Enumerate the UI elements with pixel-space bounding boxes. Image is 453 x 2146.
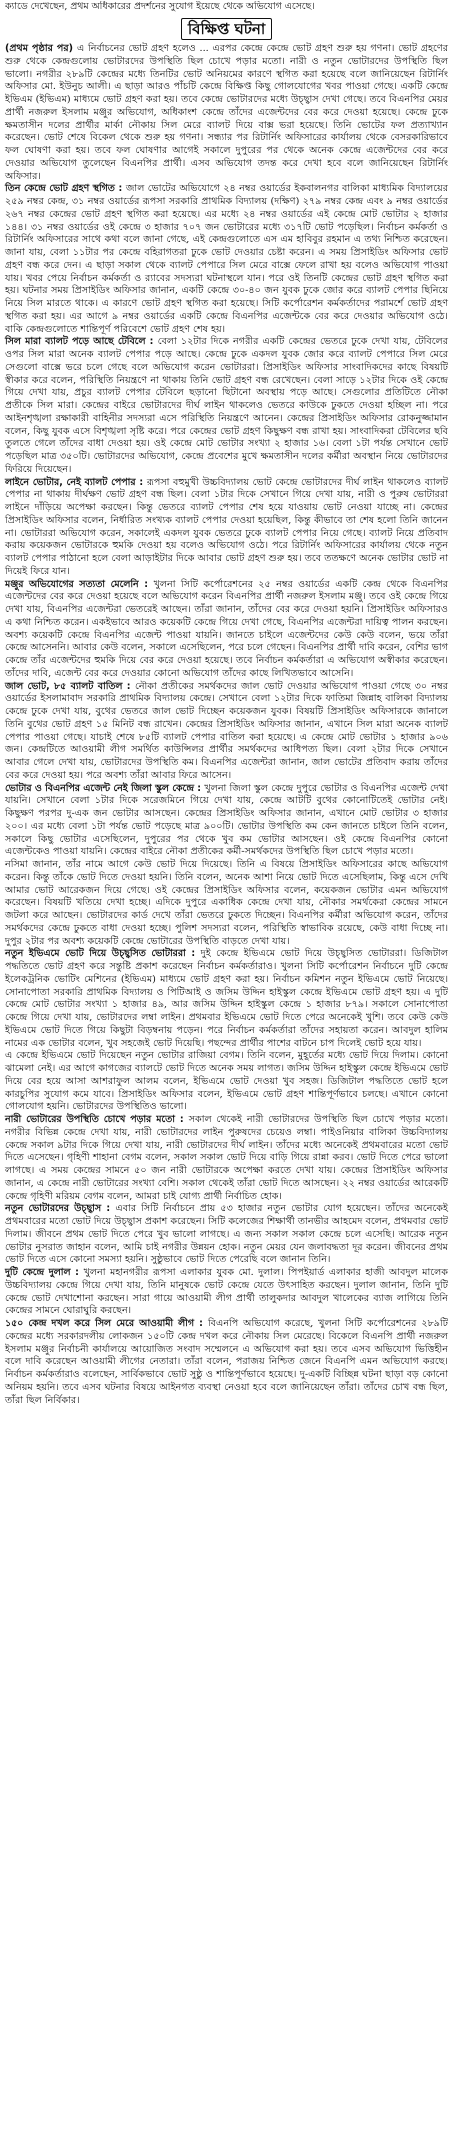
paragraph-text: এ নির্বাচনের ভোট গ্রহণ হলেও ... এরপর কেন্দ্রে কেন্দ্রে ভোট গ্রহণ শুরু হয় গণনা। ভোট গ্রহণের শুরু থেকে কেন্দ্রগুলোয় ভোটারদের উপস্থিতি ছিল চোখে পড়ার মতো। নারী ও নতুন ভোটারদের উপস্থিতি ছিল ভালো। নগরীর ২৮৯টি কেন্দ্রের মধ্যে তিনটির ভোট অনিয়মের কারণে স্থগিত করা হয়েছে বলে জানিয়েছেন রিটার্নিং অফিসার মো. ইউনুচ আলী। এ ছাড়া আরও পাঁচটি কেন্দ্রে বিক্ষিপ্ত কিছু গোলযোগের খবর পাওয়া গেছে। একটি কেন্দ্রে ইভিএম (ইভিএম) মাধ্যমে ভোট গ্রহণ করা হয়। তবে কেন্দ্রে ভোটারদের মধ্যে উচ্ছ্বাস দেখা গেছে। তবে বিএনপির মেয়র প্রার্থী নজরুল ইসলাম মঞ্জুর অভিযোগ, অধিকাংশ কেন্দ্রে তাঁদের এজেন্টদের বের করে দেওয়া হয়েছে। কেন্দ্রে ঢুকে ক্ষমতাসীন দলের প্রার্থীর মার্কা নৌকায় সিল মেরে ব্যালট দিয়ে বাক্স ভরা হয়েছে। তিনি ভোটের ফল প্রত্যাখ্যান করেছেন। ভোট শেষে বিকেল থেকে শুরু হয় গণনা। সন্ধ্যার পর রিটার্নিং অফিসারের কার্যালয় থেকে বেসরকারিভাবে ফল ঘোষণা করা হয়। তবে ফল ঘোষণার আগেই সকালে দুপুরের পর থেকে অনেক কেন্দ্রে এজেন্টদের বের করে দেওয়ার অভিযোগ তুলেছেন বিএনপির প্রার্থী। এসব অভিযোগ তদন্ত করে দেখা হবে বলে জানিয়েছেন রিটার্নিং অফিসার। bbox=[5, 43, 448, 182]
paragraph-subheading: নতুন ইভিএমে ভোট দিয়ে উচ্ছ্বসিত ভোটাররা : bbox=[5, 948, 201, 960]
previous-article-fragment: ক্যাডে দেখেছেন, প্রথম অধিকারের প্রদর্শনের সুযোগ ইয়েছে থেকে অভিযোগ এসেছে। bbox=[5, 1, 315, 12]
article-headline: বিক্ষিপ্ত ঘটনা bbox=[181, 18, 272, 40]
article-paragraph bbox=[5, 336, 448, 476]
paragraph-subheading: ভোটার ও বিএনপির এজেন্ট নেই জিলা স্কুল কেন্দ্রে : bbox=[5, 782, 205, 794]
paragraph-text: রূপসা বহুমুখী উচ্চবিদ্যালয় ভোট কেন্দ্রে ভোটারদের দীর্ঘ লাইন থাকলেও ব্যালট পেপার না থাকায় দীর্ঘক্ষণ ভোট গ্রহণ বন্ধ ছিল। বেলা ১টার দিকে সেখানে গিয়ে দেখা যায়, নারী ও পুরুষ ভোটাররা লাইনে দাঁড়িয়ে অপেক্ষা করছেন। কিন্তু ভেতরে ব্যালট পেপার শেষ হয়ে যাওয়ায় ভোট নেওয়া যাচ্ছে না। কেন্দ্রের প্রিসাইডিং অফিসার বলেন, নির্ধারিত সংখ্যক ব্যালট পেপার দেওয়া হয়েছিল, কিন্তু কীভাবে তা শেষ হলো তিনি জানেন না। ভোটাররা অভিযোগ করেন, সকালেই একদল যুবক ভেতরে ঢুকে ব্যালট পেপার নিয়ে গেছে। ব্যালট নিয়ে প্রতিবাদ করায় কয়েকজন ভোটারকে হুমকি দেওয়া হয় বলেও অভিযোগ ওঠে। পরে রিটার্নিং অফিসারের কার্যালয় থেকে নতুন ব্যালট পেপার পাঠানো হলে বেলা আড়াইটার দিকে আবার ভোট গ্রহণ শুরু হয়। তবে ততক্ষণে অনেক ভোটার ভোট না দিয়েই ফিরে যান। bbox=[5, 476, 448, 577]
article-paragraph bbox=[5, 579, 448, 681]
paragraph-text: সকাল থেকেই নারী ভোটারদের উপস্থিতি ছিল চোখে পড়ার মতো। নগরীর বিভিন্ন কেন্দ্রে দেখা যায়, নারী ভোটারদের লাইন পুরুষদের চেয়েও লম্বা। পাইওনিয়ার বালিকা উচ্চবিদ্যালয় কেন্দ্রে সকাল ৯টার দিকে গিয়ে দেখা যায়, নারী ভোটারদের দীর্ঘ লাইন। তাঁদের মধ্যে অনেকেই প্রথমবারের মতো ভোট দিতে এসেছেন। গৃহিণী শাহানা বেগম বলেন, সকাল সকাল ভোট দিয়ে বাড়ি গিয়ে রান্না করব। ভোট দিতে পেরে ভালো লাগছে। এ সময় কেন্দ্রের সামনে ৫০ জন নারী ভোটারকে অপেক্ষা করতে দেখা যায়। কেন্দ্রের প্রিসাইডিং অফিসার জানান, এ কেন্দ্রে নারী ভোটারের সংখ্যা বেশি। সকাল থেকেই তাঁরা ভোট দিতে আসছেন। ২২ নম্বর ওয়ার্ডের আরেকটি কেন্দ্রে গৃহিণী মরিয়ম বেগম বলেন, আমরা চাই যোগ্য প্রার্থী নির্বাচিত হোক। bbox=[5, 1114, 448, 1202]
paragraph-text: বেলা ১২টার দিকে নগরীর একটি কেন্দ্রের ভেতরে ঢুকে দেখা যায়, টেবিলের ওপর সিল মারা অনেক ব্যালট পেপার পড়ে আছে। কেন্দ্রে ঢুকে একদল যুবক জোর করে ব্যালট পেপারে সিল মেরে সেগুলো বাক্সে ভরে চলে গেছে বলে অভিযোগ করেন ভোটাররা। প্রিসাইডিং অফিসার সাংবাদিকদের কাছে বিষয়টি স্বীকার করে বলেন, পরিস্থিতি নিয়ন্ত্রণে না থাকায় তিনি ভোট গ্রহণ বন্ধ রেখেছেন। বেলা সাড়ে ১২টার দিকে ওই কেন্দ্রে গিয়ে দেখা যায়, প্রচুর ব্যালট পেপার টেবিলে ছড়ানো ছিটানো অবস্থায় পড়ে আছে। সেগুলোর প্রতিটিতে নৌকা প্রতীকে সিল মারা। কেন্দ্রের বাইরে ভোটারদের দীর্ঘ লাইন থাকলেও ভেতরে কাউকে ঢুকতে দেওয়া হচ্ছিল না। পরে আইনশৃঙ্খলা রক্ষাকারী বাহিনীর সদস্যরা এসে পরিস্থিতি নিয়ন্ত্রণে আনেন। কেন্দ্রের প্রিসাইডিং অফিসার রোকনুজ্জামান বলেন, কিছু যুবক এসে বিশৃঙ্খলা সৃষ্টি করে। পরে কেন্দ্রের ভোট গ্রহণ কিছুক্ষণ বন্ধ রাখা হয়। সাংবাদিকরা টেবিলের ছবি তুলতে গেলে তাঁদের বাধা দেওয়া হয়। ওই কেন্দ্রে মোট ভোটার সংখ্যা ২ হাজার ১৬। বেলা ১টা পর্যন্ত সেখানে ভোট পড়েছিল মাত্র ৩৫০টি। ভোটারদের অভিযোগ, কেন্দ্রে প্রবেশের মুখে ক্ষমতাসীন দলের কর্মীরা অবস্থান নিয়ে ভোটারদের ফিরিয়ে দিয়েছেন। bbox=[5, 336, 448, 475]
headline-container bbox=[5, 18, 448, 40]
paragraph-text: নসিমা জানান, তাঁর নামে আগে কেউ ভোট দিয়ে দিয়েছে। তিনি এ বিষয়ে প্রিসাইডিং অফিসারের কাছে অভিযোগ করেন। কিন্তু তাঁকে ভোট দিতে দেওয়া হয়নি। তিনি বলেন, অনেক আশা নিয়ে ভোট দিতে এসেছিলাম, কিন্তু এসে দেখি আমার ভোট আরেকজন দিয়ে গেছে। ওই কেন্দ্রের প্রিসাইডিং অফিসার বলেন, কয়েকজন ভোটার এমন অভিযোগ করেছেন। বিষয়টি খতিয়ে দেখা হচ্ছে। এদিকে দুপুরে একাধিক কেন্দ্রে দেখা যায়, নৌকার সমর্থকেরা কেন্দ্রের সামনে জটলা করে আছেন। ভোটারদের কার্ড দেখে তাঁরা ভেতরে ঢুকতে দিচ্ছেন। বিএনপির কর্মীরা অভিযোগ করেন, তাঁদের সমর্থকদের কেন্দ্রে ঢুকতে বাধা দেওয়া হচ্ছে। পুলিশ সদস্যরা বলেন, পরিস্থিতি স্বাভাবিক রয়েছে, কেউ বাধা দিচ্ছে না। দুপুর ২টার পর অবশ্য কয়েকটি কেন্দ্রে ভোটারের উপস্থিতি বাড়তে দেখা যায়। bbox=[5, 859, 448, 947]
paragraph-text: জাল ভোটের অভিযোগে ২৪ নম্বর ওয়ার্ডের ইকবালনগর বালিকা মাধ্যমিক বিদ্যালয়ের ২৫৯ নম্বর কেন্দ্র, ৩১ নম্বর ওয়ার্ডের রূপসা সরকারি প্রাথমিক বিদ্যালয় (দক্ষিণ) ২৭৯ নম্বর কেন্দ্র এবং ৯ নম্বর ওয়ার্ডের ২৬৭ নম্বর কেন্দ্রের ভোট গ্রহণ স্থগিত করা হয়েছে। এর মধ্যে ২৪ নম্বর ওয়ার্ডের এই কেন্দ্রে মোট ভোটার ২ হাজার ১৪৪। ৩১ নম্বর ওয়ার্ডের ওই কেন্দ্রে ৩ হাজার ৭০৭ জন ভোটারের মধ্যে ৩১৭টি ভোট পড়েছিল। নির্বাচন কর্মকর্তা ও রিটার্নিং অফিসারের সাথে কথা বলে জানা গেছে, এই কেন্দ্রগুলোতে এস এম হাবিবুর রহমান এ তথ্য নিশ্চিত করেছেন। জানা যায়, বেলা ১১টার পর কেন্দ্রে বহিরাগতরা ঢুকে ভোট দেওয়ার চেষ্টা করেন। এ সময় প্রিসাইডিং অফিসার ভোট গ্রহণ বন্ধ করে দেন। এ ছাড়া সকাল থেকে ব্যালট পেপারে সিল মেরে বাক্সে ফেলে রাখা হয় বলেও অভিযোগ পাওয়া যায়। খবর পেয়ে নির্বাচন কর্মকর্তা ও র‍্যাবের সদস্যরা ঘটনাস্থলে যান। পরে ওই তিনটি কেন্দ্রের ভোট গ্রহণ স্থগিত করা হয়। ঘটনার সময় প্রিসাইডিং অফিসার জানান, একটি কেন্দ্রে ৩০-৪০ জন যুবক ঢুকে জোর করে ব্যালট পেপার ছিনিয়ে নিয়ে সিল মারতে থাকে। এ কারণে ভোট গ্রহণ স্থগিত করা হয়েছে। সিটি কর্পোরেশন কর্মকর্তাদের পরামর্শে ভোট গ্রহণ স্থগিত করা হয়। এর আগে ৯ নম্বর ওয়ার্ডের একটি কেন্দ্রে বিএনপির এজেন্টকে বের করে দেওয়ার অভিযোগ ওঠে। বাকি কেন্দ্রগুলোতে শান্তিপূর্ণ পরিবেশে ভোট গ্রহণ শেষ হয়। bbox=[5, 183, 449, 335]
paragraph-text: খুলনা জিলা স্কুল কেন্দ্রে দুপুরে ভোটার ও বিএনপির এজেন্ট দেখা যায়নি। সেখানে বেলা ১টার দিকে সরেজমিনে গিয়ে দেখা যায়, কেন্দ্রে আটটি বুথের কোনোটিতেই ভোটার নেই। কিছুক্ষণ পরপর দু-এক জন ভোটার আসছেন। কেন্দ্রের প্রিসাইডিং অফিসার জানান, এখানে মোট ভোটার ৩ হাজার ২০০। এর মধ্যে বেলা ১টা পর্যন্ত ভোট পড়েছে মাত্র ৯০০টি। ভোটার উপস্থিতি কম কেন জানতে চাইলে তিনি বলেন, সকালে কিছু ভোটার এসেছিলেন, দুপুরের পর থেকে খুব কম ভোটার আসছেন। ওই কেন্দ্রে বিএনপির কোনো এজেন্টকেও পাওয়া যায়নি। কেন্দ্রের বাইরে নৌকা প্রতীকের কর্মী-সমর্থকদের উপস্থিতি ছিল চোখে পড়ার মতো। bbox=[5, 782, 448, 858]
paragraph-text: খুলনা সিটি কর্পোরেশনের ২৫ নম্বর ওয়ার্ডের একটি কেন্দ্র থেকে বিএনপির এজেন্টদের বের করে দেওয়া হয়েছে বলে অভিযোগ করেন বিএনপির প্রার্থী নজরুল ইসলাম মঞ্জু। তবে ওই কেন্দ্রে গিয়ে দেখা যায়, বিএনপির এজেন্টরা ভেতরেই আছেন। তাঁরা জানান, তাঁদের বের করে দেওয়া হয়নি। প্রিসাইডিং অফিসারও এ কথা নিশ্চিত করেন। একইভাবে আরও কয়েকটি কেন্দ্রে গিয়ে দেখা গেছে, বিএনপির এজেন্টরা দায়িত্ব পালন করছেন। অবশ্য কয়েকটি কেন্দ্রে বিএনপির এজেন্ট পাওয়া যায়নি। জানতে চাইলে এজেন্টদের কেউ কেউ বলেন, ভয়ে তাঁরা কেন্দ্রে আসেননি। আবার কেউ বলেন, সকালে এসেছিলেন, পরে চলে গেছেন। বিএনপির প্রার্থী দাবি করেন, বেশির ভাগ কেন্দ্রে তাঁর এজেন্টদের হুমকি দিয়ে বের করে দেওয়া হয়েছে। তবে নির্বাচন কর্মকর্তারা এ অভিযোগ অস্বীকার করেছেন। তাঁদের দাবি, এজেন্ট বের করে দেওয়ার কোনো অভিযোগ তাঁদের কাছে লিখিতভাবে আসেনি। bbox=[5, 578, 448, 679]
paragraph-subheading: সিল মারা ব্যালট পড়ে আছে টেবিলে : bbox=[5, 336, 158, 348]
paragraph-subheading: নতুন ভোটারদের উচ্ছ্বাস : bbox=[5, 1203, 116, 1215]
article-paragraph bbox=[5, 1114, 448, 1203]
article-paragraph bbox=[5, 1050, 448, 1114]
paragraph-subheading: নারী ভোটারের উপস্থিতি চোখে পড়ার মতো : bbox=[5, 1114, 189, 1125]
continued-label: (প্রথম পৃষ্ঠার পর) bbox=[5, 43, 78, 54]
article-paragraph bbox=[5, 183, 448, 336]
article-paragraph bbox=[5, 681, 448, 783]
paragraph-text: এ কেন্দ্রে ইভিএমে ভোট দিয়েছেন নতুন ভোটার রাজিয়া বেগম। তিনি বলেন, মুহূর্তের মধ্যে ভোট দিয়ে দিলাম। কোনো ঝামেলা নেই। এর আগে কাগজের ব্যালটে ভোট দিতে অনেক সময় লাগত। জসিম উদ্দিন হাইস্কুল কেন্দ্রে ইভিএমে ভোট দিয়ে বের হয়ে আসা আশরাফুল আলম বলেন, ইভিএমে ভোট দেওয়া খুব সহজ। ডিজিটাল পদ্ধতিতে ভোট হলে কারচুপির সুযোগ কমে যাবে। প্রিসাইডিং অফিসার বলেন, ইভিএমে ভোট গ্রহণ শান্তিপূর্ণভাবে চলছে। এখানে কোনো গোলযোগ হয়নি। ভোটারদের উপস্থিতিও ভালো। bbox=[5, 1050, 448, 1113]
paragraph-text: বিএনপি অভিযোগ করেছে, খুলনা সিটি কর্পোরেশনের ২৮৯টি কেন্দ্রের মধ্যে সরকারদলীয় লোকজন ১৫০টি কেন্দ্র দখল করে নৌকায় সিল মেরেছে। বিকেলে বিএনপি প্রার্থী নজরুল ইসলাম মঞ্জুর নির্বাচনী কার্যালয়ে আয়োজিত সংবাদ সম্মেলনে এ অভিযোগ করা হয়। তবে এসব অভিযোগ ভিত্তিহীন বলে দাবি করেছেন আওয়ামী লীগের নেতারা। তাঁরা বলেন, পরাজয় নিশ্চিত জেনে বিএনপি এমন অভিযোগ করছে। নির্বাচন কর্মকর্তারাও বলেছেন, সার্বিকভাবে ভোট সুষ্ঠু ও শান্তিপূর্ণভাবে হয়েছে। দু-একটি বিচ্ছিন্ন ঘটনা ছাড়া বড় কোনো অনিয়ম হয়নি। তবে এসব ঘটনার বিষয়ে আইনগত ব্যবস্থা নেওয়া হবে বলে জানিয়েছেন তাঁরা। তাঁদের চোখ বন্ধ ছিল, তাঁরা ছিল নির্বিকার। bbox=[5, 1318, 448, 1406]
paragraph-text: নৌকা প্রতীকের সমর্থকদের জাল ভোট দেওয়ার অভিযোগ পাওয়া গেছে ৩০ নম্বর ওয়ার্ডের ইসলামাবাদ সরকারি প্রাথমিক বিদ্যালয় কেন্দ্রে। সেখানে বেলা ১২টার দিকে ফাতিমা জিন্নাহ বালিকা বিদ্যালয় কেন্দ্রে ঢুকে দেখা যায়, বুথের ভেতরে জাল ভোট দিচ্ছেন কয়েকজন যুবক। বিষয়টি প্রিসাইডিং অফিসারকে জানালে তিনি বুথের ভোট গ্রহণ ১৫ মিনিট বন্ধ রাখেন। কেন্দ্রের প্রিসাইডিং অফিসার জানান, এখানে সিল মারা অনেক ব্যালট পেপার পাওয়া গেছে। যাচাই শেষে ৮৫টি ব্যালট পেপার বাতিল করা হয়েছে। এ কেন্দ্রে মোট ভোটার ১ হাজার ৯০৬ জন। কেন্দ্রটিতে আওয়ামী লীগ সমর্থিত কাউন্সিলর প্রার্থীর সমর্থকদের আধিপত্য ছিল। বেলা ২টার দিকে সেখানে আবার গেলে দেখা যায়, ভোটারদের উপস্থিতি কম। বিএনপির এজেন্টরা জানান, জাল ভোটের প্রতিবাদ করায় তাঁদের বের করে দেওয়া হয়। পরে অবশ্য তাঁরা আবার ফিরে আসেন। bbox=[5, 680, 448, 781]
paragraph-subheading: মঞ্জুর অভিযোগের সত্যতা মেলেনি : bbox=[5, 578, 154, 590]
article-paragraph bbox=[5, 859, 448, 948]
paragraph-text: এবার সিটি নির্বাচনে প্রায় ৫৩ হাজার নতুন ভোটার যোগ হয়েছেন। তাঁদের অনেকেই প্রথমবারের মতো ভোট দিয়ে উচ্ছ্বাস প্রকাশ করেছেন। সিটি কলেজের শিক্ষার্থী তানভীর আহমেদ বলেন, প্রথমবার ভোট দিলাম। জীবনে প্রথম ভোট দিতে পেরে খুব ভালো লাগছে। এ জন্য সকাল সকাল কেন্দ্রে চলে এসেছি। আরেক নতুন ভোটার নুসরাত জাহান বলেন, আমি চাই নগরীর উন্নয়ন হোক। নতুন মেয়র যেন জলাবদ্ধতা দূর করেন। জীবনের প্রথম ভোট দিতে এসে কোনো সমস্যা হয়নি। সুষ্ঠুভাবে ভোট দিতে পেরেছি বলে জানান তিনি। bbox=[5, 1203, 448, 1266]
paragraph-subheading: দুটি কেন্দ্রে দুলাল : bbox=[5, 1267, 84, 1278]
article-paragraph bbox=[5, 1318, 448, 1407]
paragraph-subheading: জাল ভোট, ৮৫ ব্যালট বাতিল : bbox=[5, 680, 135, 692]
paragraph-subheading: লাইনে ভোটার, নেই ব্যালট পেপার : bbox=[5, 476, 147, 488]
paragraph-subheading: ১৫০ কেন্দ্র দখল করে সিল মেরে আওয়ামী লীগ : bbox=[5, 1318, 208, 1329]
article-paragraph bbox=[5, 1267, 448, 1318]
article-body bbox=[5, 43, 448, 1407]
paragraph-text: দুই কেন্দ্রে ইভিএমে ভোট দিয়ে উচ্ছ্বসিত ভোটাররা। ডিজিটাল পদ্ধতিতে ভোট গ্রহণ করে সন্তুষ্টি প্রকাশ করেছেন নির্বাচন কর্মকর্তারাও। খুলনা সিটি কর্পোরেশন নির্বাচনে দুটি কেন্দ্রে ইলেকট্রনিক ভোটিং মেশিনের (ইভিএম) মাধ্যমে ভোট গ্রহণ করা হয়। নির্বাচন কমিশন নতুন ইভিএমে ভোট নিয়েছে। সোনাপোতা সরকারি প্রাথমিক বিদ্যালয় ও পিটিআই ও জসিম উদ্দিন হাইস্কুল কেন্দ্রে ইভিএমে ভোট গ্রহণ হয়। এ দুটি কেন্দ্রে মোট ভোটার সংখ্যা ১ হাজার ৪৯, আর জসিম উদ্দিন হাইস্কুল কেন্দ্রে ১ হাজার ৮৭৯। সকালে সোনাপোতা কেন্দ্রে গিয়ে দেখা যায়, ভোটারদের লম্বা লাইন। প্রথমবার ইভিএমে ভোট দিতে পেরে অনেকেই খুশি। তবে কেউ কেউ ইভিএমে ভোট দিতে গিয়ে কিছুটা বিড়ম্বনায় পড়েন। পরে নির্বাচন কর্মকর্তারা তাঁদের সহায়তা করেন। আবদুল হালিম নামের এক ভোটার বলেন, খুব সহজেই ভোট দিয়েছি। পছন্দের প্রার্থীর পাশের বাটনে চাপ দিলেই ভোট হয়ে যায়। bbox=[5, 948, 448, 1049]
article-paragraph bbox=[5, 783, 448, 860]
paragraph-text: খুলনা মহানগরীর রূপসা এলাকার যুবক মো. দুলাল। পিপইয়ার্ড এলাকার হাজী আবদুল মালেক উচ্চবিদ্যালয় কেন্দ্রে গিয়ে দেখা যায়, তিনি মানুষকে ভোট কেন্দ্রে যেতে উৎসাহিত করছেন। দুলাল জানান, তিনি দুটি কেন্দ্রে ভোট দেখাশোনা করছেন। সারা গায়ে আওয়ামী লীগ প্রার্থী তালুকদার আবদুল খালেকের ব্যাজ লাগিয়ে তিনি কেন্দ্রের সামনে ঘোরাঘুরি করছেন। bbox=[5, 1267, 448, 1317]
article-paragraph bbox=[5, 948, 448, 1050]
article-paragraph bbox=[5, 1203, 448, 1267]
article-paragraph bbox=[5, 477, 448, 579]
newspaper-page bbox=[0, 1, 453, 2146]
paragraph-subheading: তিন কেন্দ্রে ভোট গ্রহণ স্থগিত : bbox=[5, 183, 126, 195]
article-paragraph bbox=[5, 43, 448, 183]
